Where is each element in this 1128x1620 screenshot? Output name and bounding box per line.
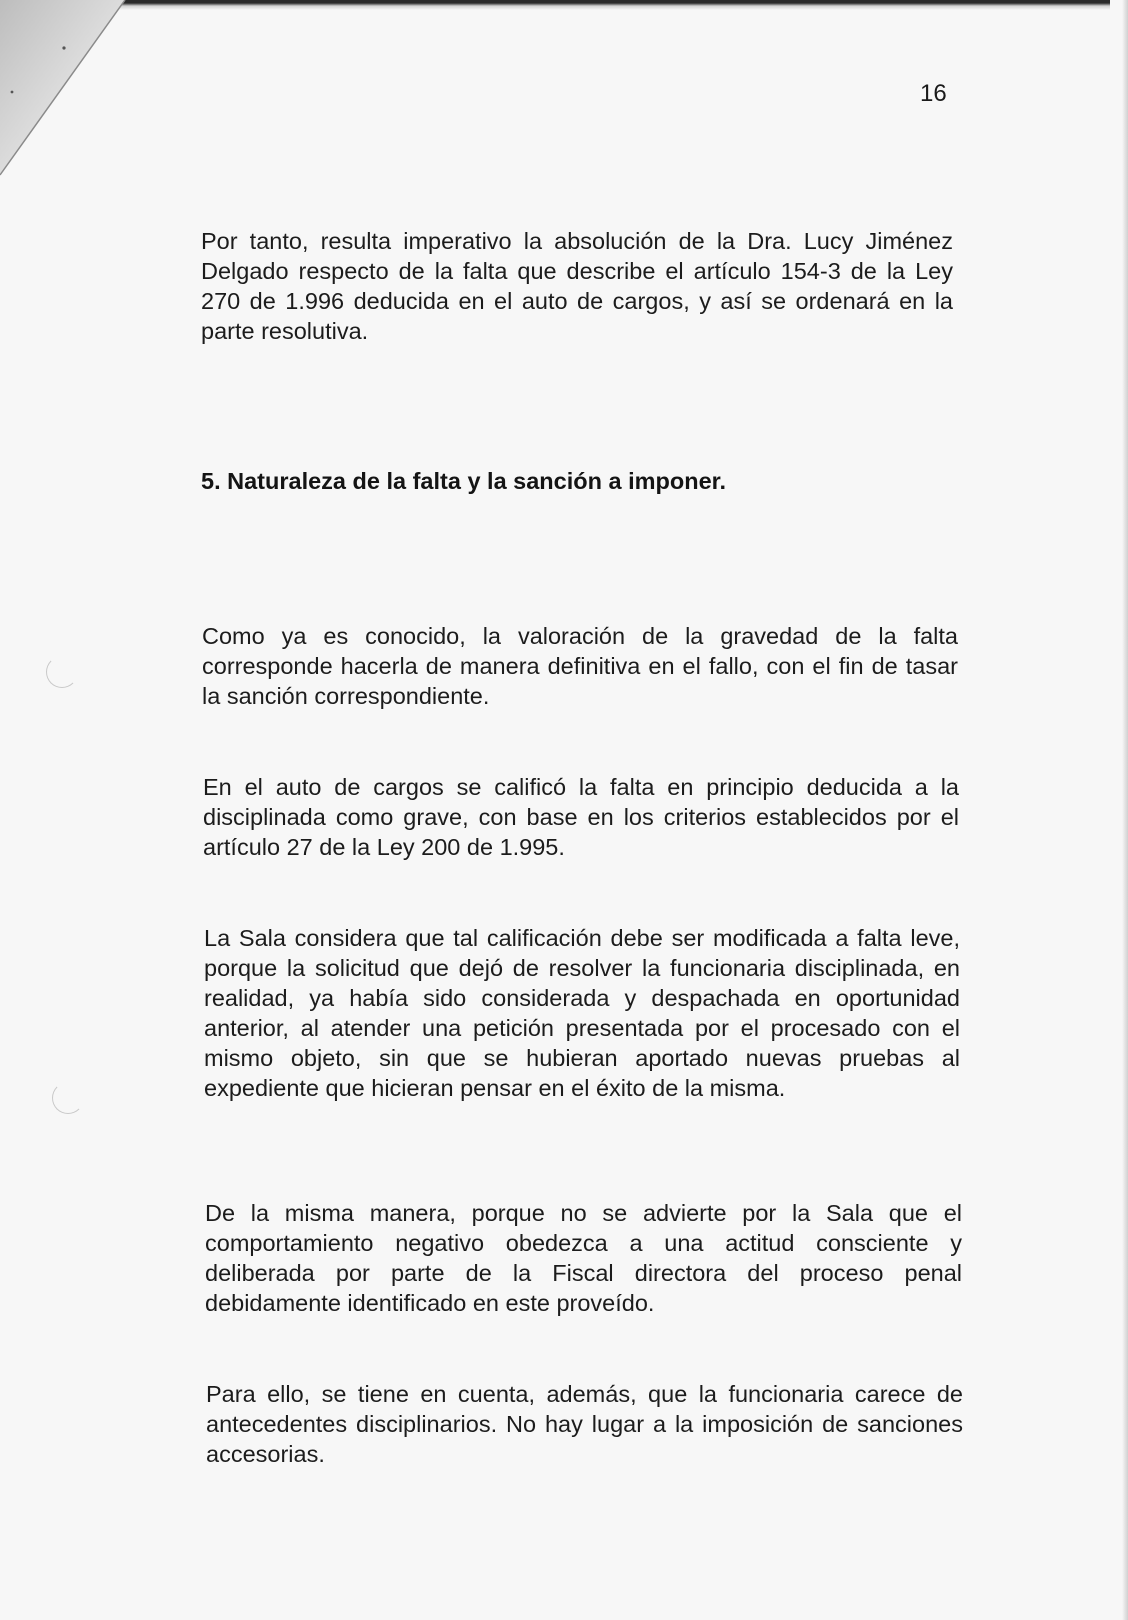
page-number: 16 <box>920 80 947 107</box>
paragraph: Para ello, se tiene en cuenta, además, que la funcionaria carece de antecedentes disciplinarios. No hay lugar a la imposición de sanciones accesorias. <box>206 1381 963 1467</box>
punch-hole-mark <box>46 656 78 688</box>
punch-hole-mark <box>52 1082 84 1114</box>
page-right-edge-shadow <box>1122 0 1128 1620</box>
paragraph: Por tanto, resulta imperativo la absolución de la Dra. Lucy Jiménez Delgado respecto de la falta que describe el artículo 154-3 de la Ley 270 de 1.996 deducida en el auto de cargos, y así se ordenará en la parte resolutiva. <box>201 228 953 344</box>
paragraph: En el auto de cargos se calificó la falta en principio deducida a la disciplinada como grave, con base en los criterios establecidos por el artículo 27 de la Ley 200 de 1.995. <box>203 774 959 860</box>
folded-corner <box>0 0 130 180</box>
paragraph: Como ya es conocido, la valoración de la gravedad de la falta corresponde hacerla de manera definitiva en el fallo, con el fin de tasar la sanción correspondiente. <box>202 623 958 709</box>
page-top-edge-shadow <box>100 0 1110 10</box>
section-heading: 5. Naturaleza de la falta y la sanción a imponer. <box>201 468 727 494</box>
paragraph: De la misma manera, porque no se advierte por la Sala que el comportamiento negativo obedezca a una actitud consciente y deliberada por parte de la Fiscal directora del proceso penal debidamente identificado en este proveído. <box>205 1200 962 1316</box>
paragraph: La Sala considera que tal calificación debe ser modificada a falta leve, porque la solicitud que dejó de resolver la funcionaria disciplinada, en realidad, ya había sido considerada y despachada en oportunidad anterior, al atender una petición presentada por el procesado con el mismo objeto, sin que se hubieran aportado nuevas pruebas al expediente que hicieran pensar en el éxito de la misma. <box>204 925 960 1101</box>
